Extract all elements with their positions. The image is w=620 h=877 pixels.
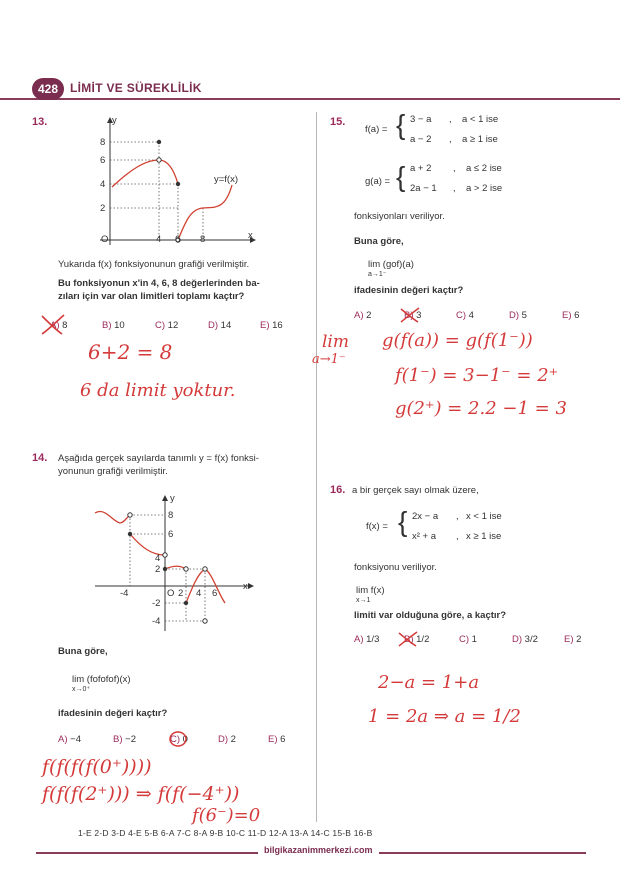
q16-expression-sub: x→1 — [356, 597, 371, 604]
question-14-number: 14. — [32, 452, 48, 464]
q16-option-d[interactable]: D) 3/2 — [512, 634, 538, 645]
q14-ytick-6: 6 — [168, 529, 174, 540]
q15-handwriting-lim: lim — [322, 332, 349, 352]
q14-stem: Aşağıda gerçek sayılarda tanımlı y = f(x) fonksi- yonunun grafiği verilmiştir. — [58, 453, 259, 477]
q15-g-case1-expr: a + 2 — [410, 163, 432, 174]
q13-ytick-4: 4 — [100, 179, 106, 190]
q15-handwriting-3: g(2⁺) = 2.2 −1 = 3 — [395, 398, 567, 419]
q16-f-brace: { — [398, 506, 408, 537]
q16-f-case1-expr: 2x − a — [412, 511, 439, 522]
q13-option-e[interactable]: E) 16 — [260, 320, 283, 331]
q14-answer-mark — [168, 730, 190, 748]
header-rule — [0, 98, 620, 100]
q13-answer-mark — [38, 312, 68, 336]
q16-option-b[interactable]: B) 1/2 — [404, 634, 430, 645]
q14-graph — [90, 493, 260, 638]
q16-stem: a bir gerçek sayı olmak üzere, — [352, 485, 479, 496]
q13-origin: O — [101, 234, 109, 245]
q15-g-case2-expr: 2a − 1 — [410, 183, 437, 194]
q15-given: fonksiyonları veriliyor. — [354, 211, 445, 222]
q14-y-axis-label: y — [170, 493, 175, 504]
q16-f-case2-cond: x ≥ 1 ise — [466, 531, 502, 542]
q13-handwriting-1: 6+2 = 8 — [88, 340, 173, 364]
q13-xtick-4: 4 — [156, 234, 162, 245]
q13-xtick-6: 6 — [175, 234, 181, 245]
chapter-title: LİMİT VE SÜREKLİLİK — [70, 81, 202, 95]
q14-question: ifadesinin değeri kaçtır? — [58, 708, 168, 719]
q13-x-axis-label: x — [248, 230, 253, 241]
q13-option-d[interactable]: D) 14 — [208, 320, 232, 331]
q15-answer-mark — [398, 306, 422, 324]
q16-option-a[interactable]: A) 1/3 — [354, 634, 380, 645]
q14-x-axis-label: x — [243, 581, 248, 592]
q13-ytick-6: 6 — [100, 155, 106, 166]
q14-option-c[interactable]: C) 0 — [170, 734, 188, 745]
q15-f-case1-comma: , — [449, 114, 452, 125]
q15-f-brace: { — [396, 109, 406, 140]
footer-site[interactable]: bilgikazanimmerkezi.com — [258, 845, 379, 855]
q13-option-a[interactable]: A) 8 — [50, 320, 68, 331]
q16-answer-mark — [396, 630, 420, 648]
q14-lead: Buna göre, — [58, 646, 108, 657]
q16-expression: lim f(x) — [356, 585, 385, 596]
q14-handwriting-2: f(f(f(2⁺))) ⇒ f(f(−4⁺)) — [42, 783, 240, 805]
q15-option-b[interactable]: B) 3 — [404, 310, 422, 321]
q16-handwriting-2: 1 = 2a ⇒ a = 1/2 — [368, 706, 521, 727]
q15-g-case2-comma: , — [453, 183, 456, 194]
q13-option-c[interactable]: C) 12 — [155, 320, 179, 331]
q16-f-case1-comma: , — [456, 511, 459, 522]
q14-option-a[interactable]: A) −4 — [58, 734, 81, 745]
q15-f-case1-cond: a < 1 ise — [462, 114, 499, 125]
q13-handwriting-2: 6 da limit yoktur. — [80, 380, 236, 401]
q13-ytick-8: 8 — [100, 137, 106, 148]
q15-option-e[interactable]: E) 6 — [562, 310, 580, 321]
q15-handwriting-sub: a→1⁻ — [312, 352, 346, 367]
q15-expression: lim (gof)(a) — [368, 259, 414, 270]
q15-g-case1-cond: a ≤ 2 ise — [466, 163, 502, 174]
q15-g-case2-cond: a > 2 ise — [466, 183, 503, 194]
q15-f-case2-comma: , — [449, 134, 452, 145]
q14-ytick-neg4: -4 — [152, 616, 161, 627]
q14-ytick-neg2: -2 — [152, 598, 161, 609]
q14-expression: lim (fofofof)(x) — [72, 674, 131, 685]
q14-ytick-8: 8 — [168, 510, 174, 521]
q13-option-b[interactable]: B) 10 — [102, 320, 125, 331]
q15-handwriting-1: g(f(a)) = g(f(1⁻)) — [382, 330, 533, 351]
q14-handwriting-3: f(6⁻)=0 — [192, 805, 261, 826]
q14-handwriting-1: f(f(f(f(0⁺)))) — [42, 756, 152, 778]
q16-f-case2-comma: , — [456, 531, 459, 542]
q13-y-axis-label: y — [112, 115, 117, 126]
q14-ytick-4: 4 — [155, 553, 161, 564]
question-16-number: 16. — [330, 484, 346, 496]
q15-handwriting-2: f(1⁻) = 3−1⁻ = 2⁺ — [395, 365, 559, 386]
q16-handwriting-1: 2−a = 1+a — [378, 672, 480, 693]
q15-g-brace: { — [396, 161, 406, 192]
q13-curve-label: y=f(x) — [214, 174, 239, 185]
q16-f-case1-cond: x < 1 ise — [466, 511, 502, 522]
answer-key: 1-E 2-D 3-D 4-E 5-B 6-A 7-C 8-A 9-B 10-C 11-D 12-A 13-A 14-C 15-B 16-B — [78, 828, 373, 838]
q15-option-c[interactable]: C) 4 — [456, 310, 474, 321]
q15-expression-sub: a→1⁻ — [368, 271, 387, 278]
q16-f-name: f(x) = — [366, 521, 388, 532]
q15-f-case1-expr: 3 − a — [410, 114, 432, 125]
q14-ytick-2: 2 — [155, 564, 161, 575]
column-divider — [316, 112, 317, 822]
q15-lead: Buna göre, — [354, 236, 404, 247]
q13-stem: Yukarıda f(x) fonksiyonunun grafiği verilmiştir. — [58, 259, 250, 270]
q15-g-case1-comma: , — [453, 163, 456, 174]
q15-f-case2-cond: a ≥ 1 ise — [462, 134, 498, 145]
q15-f-name: f(a) = — [365, 124, 388, 135]
q15-g-name: g(a) = — [365, 176, 391, 187]
q14-option-e[interactable]: E) 6 — [268, 734, 286, 745]
q16-option-c[interactable]: C) 1 — [459, 634, 477, 645]
q14-xtick-4: 4 — [196, 588, 202, 599]
page-number-badge: 428 — [32, 78, 64, 100]
question-15-number: 15. — [330, 116, 346, 128]
q14-xtick-2: 2 — [178, 588, 184, 599]
q14-expression-sub: x→0⁺ — [72, 686, 91, 693]
q15-f-case2-expr: a − 2 — [410, 134, 432, 145]
q14-origin: O — [167, 588, 175, 599]
q13-question: Bu fonksiyonun x'in 4, 6, 8 değerlerinden ba- zıları için var olan limitleri toplamı kaçtır? — [58, 278, 260, 302]
q14-option-b[interactable]: B) −2 — [113, 734, 136, 745]
q16-f-case2-expr: x² + a — [412, 531, 437, 542]
q16-question: limiti var olduğuna göre, a kaçtır? — [354, 610, 507, 621]
q14-xtick-6: 6 — [212, 588, 218, 599]
q14-xtick-neg4: -4 — [120, 588, 129, 599]
q14-option-d[interactable]: D) 2 — [218, 734, 236, 745]
question-13-number: 13. — [32, 116, 48, 128]
q15-option-d[interactable]: D) 5 — [509, 310, 527, 321]
q16-given: fonksiyonu veriliyor. — [354, 562, 437, 573]
q16-option-e[interactable]: E) 2 — [564, 634, 582, 645]
q13-ytick-2: 2 — [100, 203, 106, 214]
q15-question: ifadesinin değeri kaçtır? — [354, 285, 464, 296]
q15-option-a[interactable]: A) 2 — [354, 310, 372, 321]
q13-xtick-8: 8 — [200, 234, 206, 245]
